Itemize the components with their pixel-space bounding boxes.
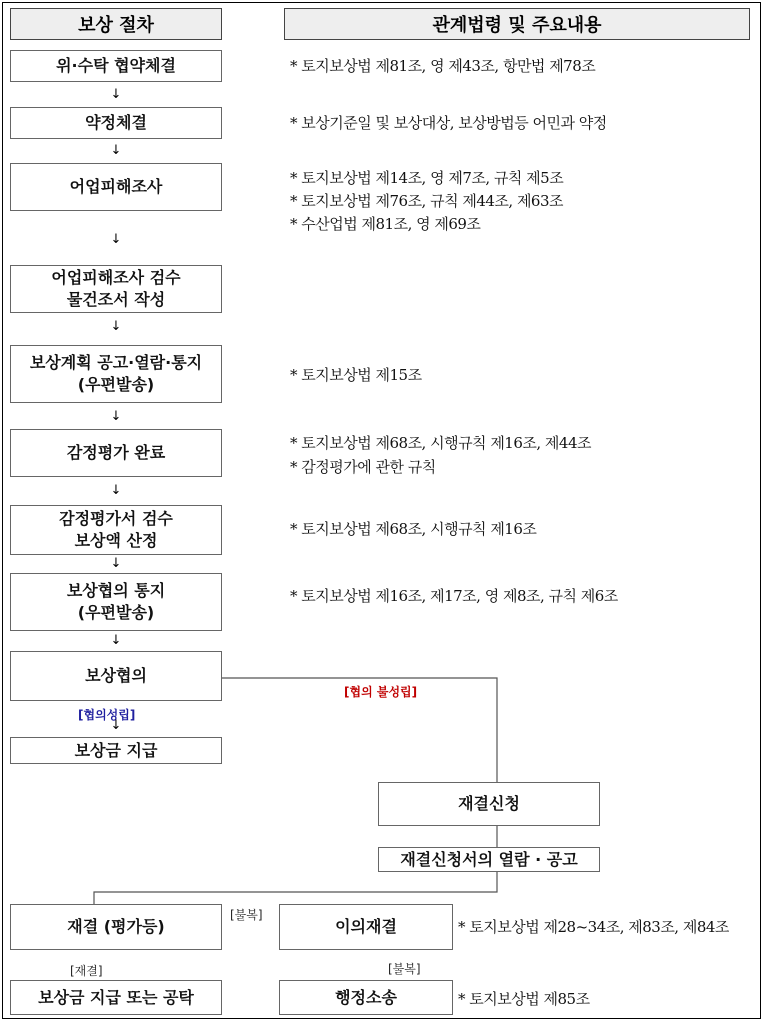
step-label: 재결신청서의 열람 · 공고 — [400, 849, 578, 869]
step-negotiation — [10, 651, 222, 701]
step-objection-adjudication — [279, 904, 453, 950]
note-appraisal-inspection: * 토지보상법 제68조, 시행규칙 제16조 — [290, 520, 537, 538]
step-label-line1: 보상협의 통지 — [66, 581, 166, 601]
down-arrow-icon: ↓ — [110, 718, 122, 733]
note-appraisal-1: * 토지보상법 제68조, 시행규칙 제16조, 제44조 — [290, 434, 591, 452]
note-survey-1: * 토지보상법 제14조, 영 제7조, 규칙 제5조 — [290, 169, 564, 187]
down-arrow-icon: ↓ — [110, 319, 122, 334]
label-objection-2: [불복] — [388, 962, 421, 976]
step-payment-or-deposit — [10, 980, 222, 1015]
label-not-agreed: [협의 불성립] — [344, 685, 418, 699]
note-litigation: * 토지보상법 제85조 — [458, 990, 590, 1008]
step-label: 어업피해조사 — [69, 177, 163, 197]
step-label-line1: 보상계획 공고·열람·통지 — [29, 353, 203, 373]
down-arrow-icon: ↓ — [110, 232, 122, 247]
step-appraisal-complete — [10, 429, 222, 477]
header-laws: 관계법령 및 주요내용 — [284, 8, 750, 40]
step-damage-survey — [10, 163, 222, 211]
step-request-inspection — [378, 847, 600, 872]
step-label: 보상금 지급 또는 공탁 — [38, 987, 194, 1007]
step-agreement-signing — [10, 50, 222, 82]
step-label: 위·수탁 협약체결 — [56, 56, 176, 76]
link-12-13 — [94, 872, 497, 904]
step-label: 약정체결 — [85, 113, 147, 133]
step-negotiation-notice — [10, 573, 222, 631]
step-administrative-litigation — [279, 980, 453, 1015]
note-objection: * 토지보상법 제28~34조, 제83조, 제84조 — [458, 918, 729, 936]
step-label: 보상협의 — [85, 666, 147, 686]
step-survey-inspection — [10, 265, 222, 313]
down-arrow-icon: ↓ — [110, 633, 122, 648]
down-arrow-icon: ↓ — [110, 556, 122, 571]
step-label: 재결 (평가등) — [67, 917, 165, 937]
note-plan: * 토지보상법 제15조 — [290, 366, 422, 384]
step-label: 재결신청 — [458, 794, 520, 814]
label-agreed: [협의성립] — [78, 708, 136, 722]
header-procedure: 보상 절차 — [10, 8, 222, 40]
step-label: 보상금 지급 — [74, 740, 158, 760]
note-appraisal-2: * 감정평가에 관한 규칙 — [290, 458, 436, 476]
step-contract — [10, 107, 222, 139]
down-arrow-icon: ↓ — [110, 483, 122, 498]
step-label-line1: 감정평가서 검수 — [59, 509, 173, 529]
note-contract: * 보상기준일 및 보상대상, 보상방법등 어민과 약정 — [290, 114, 607, 132]
step-label: 감정평가 완료 — [66, 443, 166, 463]
step-label-line2: (우편발송) — [77, 375, 155, 394]
step-label-line2: 보상액 산정 — [74, 531, 158, 550]
step-label: 행정소송 — [335, 987, 397, 1007]
step-label-line1: 어업피해조사 검수 — [51, 268, 181, 288]
down-arrow-icon: ↓ — [110, 87, 122, 102]
label-adjudication: [재결] — [70, 964, 103, 978]
note-negotiation-notice: * 토지보상법 제16조, 제17조, 영 제8조, 규칙 제6조 — [290, 587, 618, 605]
down-arrow-icon: ↓ — [110, 409, 122, 424]
down-arrow-icon: ↓ — [110, 143, 122, 158]
note-agreement: * 토지보상법 제81조, 영 제43조, 항만법 제78조 — [290, 57, 596, 75]
step-label-line2: 물건조서 작성 — [66, 290, 166, 309]
step-label-line2: (우편발송) — [77, 603, 155, 622]
step-adjudication — [10, 904, 222, 950]
step-appraisal-inspection — [10, 505, 222, 555]
label-objection-1: [불복] — [230, 908, 263, 922]
step-adjudication-request — [378, 782, 600, 826]
step-payment — [10, 737, 222, 764]
step-label: 이의재결 — [335, 917, 397, 937]
note-survey-3: * 수산업법 제81조, 영 제69조 — [290, 215, 481, 233]
note-survey-2: * 토지보상법 제76조, 규칙 제44조, 제63조 — [290, 192, 564, 210]
step-compensation-plan — [10, 345, 222, 403]
